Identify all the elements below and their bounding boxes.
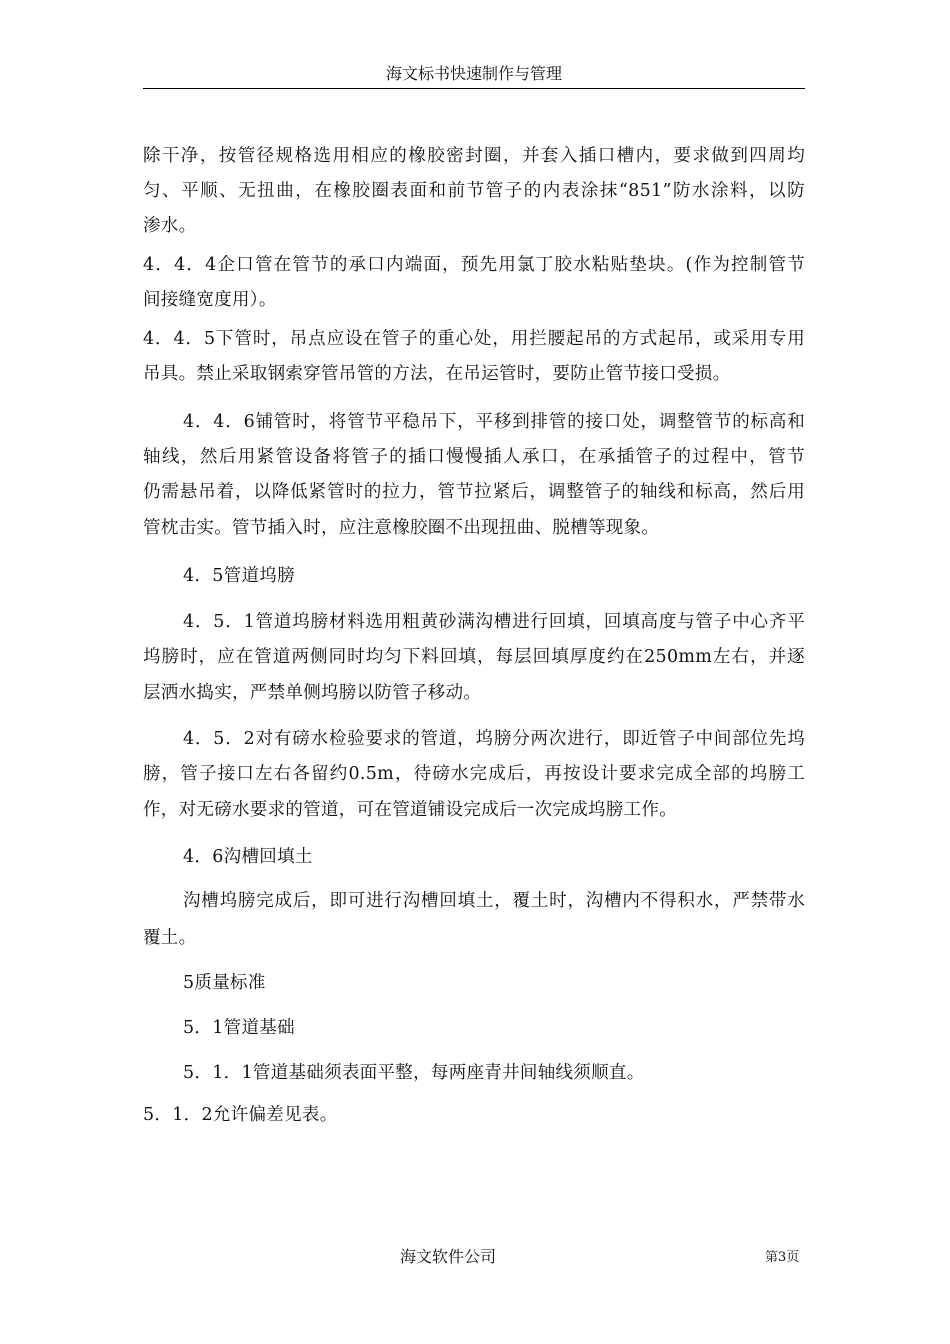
text-line: 管枕击实。管节插入时，应注意橡胶圈不出现扭曲、脱槽等现象。: [143, 518, 660, 538]
text-line: 膀，管子接口左右各留约0.5m，待磅水完成后，再按设计要求完成全部的坞膀工: [143, 764, 805, 784]
text-line: 渗水。: [143, 216, 197, 236]
text-line: 4．5．1管道坞膀材料选用粗黄砂满沟槽进行回填，回填高度与管子中心齐平: [183, 612, 805, 632]
text-line: 匀、平顺、无扭曲，在橡胶圈表面和前节管子的内表涂抹“851”防水涂料，以防: [143, 181, 805, 201]
text-line: 4．4．4企口管在管节的承口内端面，预先用氯丁胶水粘贴垫块。(作为控制管节: [143, 255, 805, 275]
header-divider: [143, 88, 805, 89]
section-heading: 4．5管道坞膀: [183, 566, 295, 586]
text-line: 作，对无磅水要求的管道，可在管道铺设完成后一次完成坞膀工作。: [143, 800, 677, 820]
text-line: 坞膀时，应在管道两侧同时均匀下料回填，每层回填厚度约在250mm左右，并逐: [143, 647, 805, 667]
text-line: 4．5．2对有磅水检验要求的管道，坞膀分两次进行，即近管子中间部位先坞: [183, 729, 805, 749]
text-line: 沟槽坞膀完成后，即可进行沟槽回填土，覆土时，沟槽内不得积水，严禁带水: [183, 891, 805, 911]
text-line: 轴线，然后用紧管设备将管子的插口慢慢插人承口，在承插管子的过程中，管节: [143, 447, 805, 467]
section-heading: 4．6沟槽回填土: [183, 847, 313, 867]
text-line: 除干净，按管径规格选用相应的橡胶密封圈，并套入插口槽内，要求做到四周均: [143, 146, 805, 166]
section-heading: 5．1管道基础: [183, 1018, 295, 1038]
text-line: 仍需悬吊着，以降低紧管时的拉力，管节拉紧后，调整管子的轴线和标高，然后用: [143, 482, 805, 502]
header-title: 海文标书快速制作与管理: [385, 64, 562, 83]
text-line: 间接缝宽度用）。: [143, 290, 277, 310]
text-line: 4．4．6铺管时，将管节平稳吊下，平移到排管的接口处，调整管节的标高和: [183, 412, 805, 432]
text-line: 5．1．1管道基础须表面平整，每两座青井间轴线须顺直。: [183, 1063, 645, 1083]
text-line: 5．1．2允许偏差见表。: [143, 1105, 338, 1125]
text-line: 覆土。: [143, 928, 197, 948]
text-line: 层洒水捣实，严禁单侧坞膀以防管子移动。: [143, 683, 482, 703]
footer-company: 海文软件公司: [400, 1247, 497, 1266]
text-line: 吊具。禁止采取钢索穿管吊管的方法，在吊运管时，要防止管节接口受损。: [143, 364, 731, 384]
page-number: 第3页: [765, 1250, 800, 1265]
text-line: 4．4．5下管时，吊点应设在管子的重心处，用拦腰起吊的方式起吊，或采用专用: [143, 329, 805, 349]
section-heading: 5质量标准: [183, 973, 266, 993]
